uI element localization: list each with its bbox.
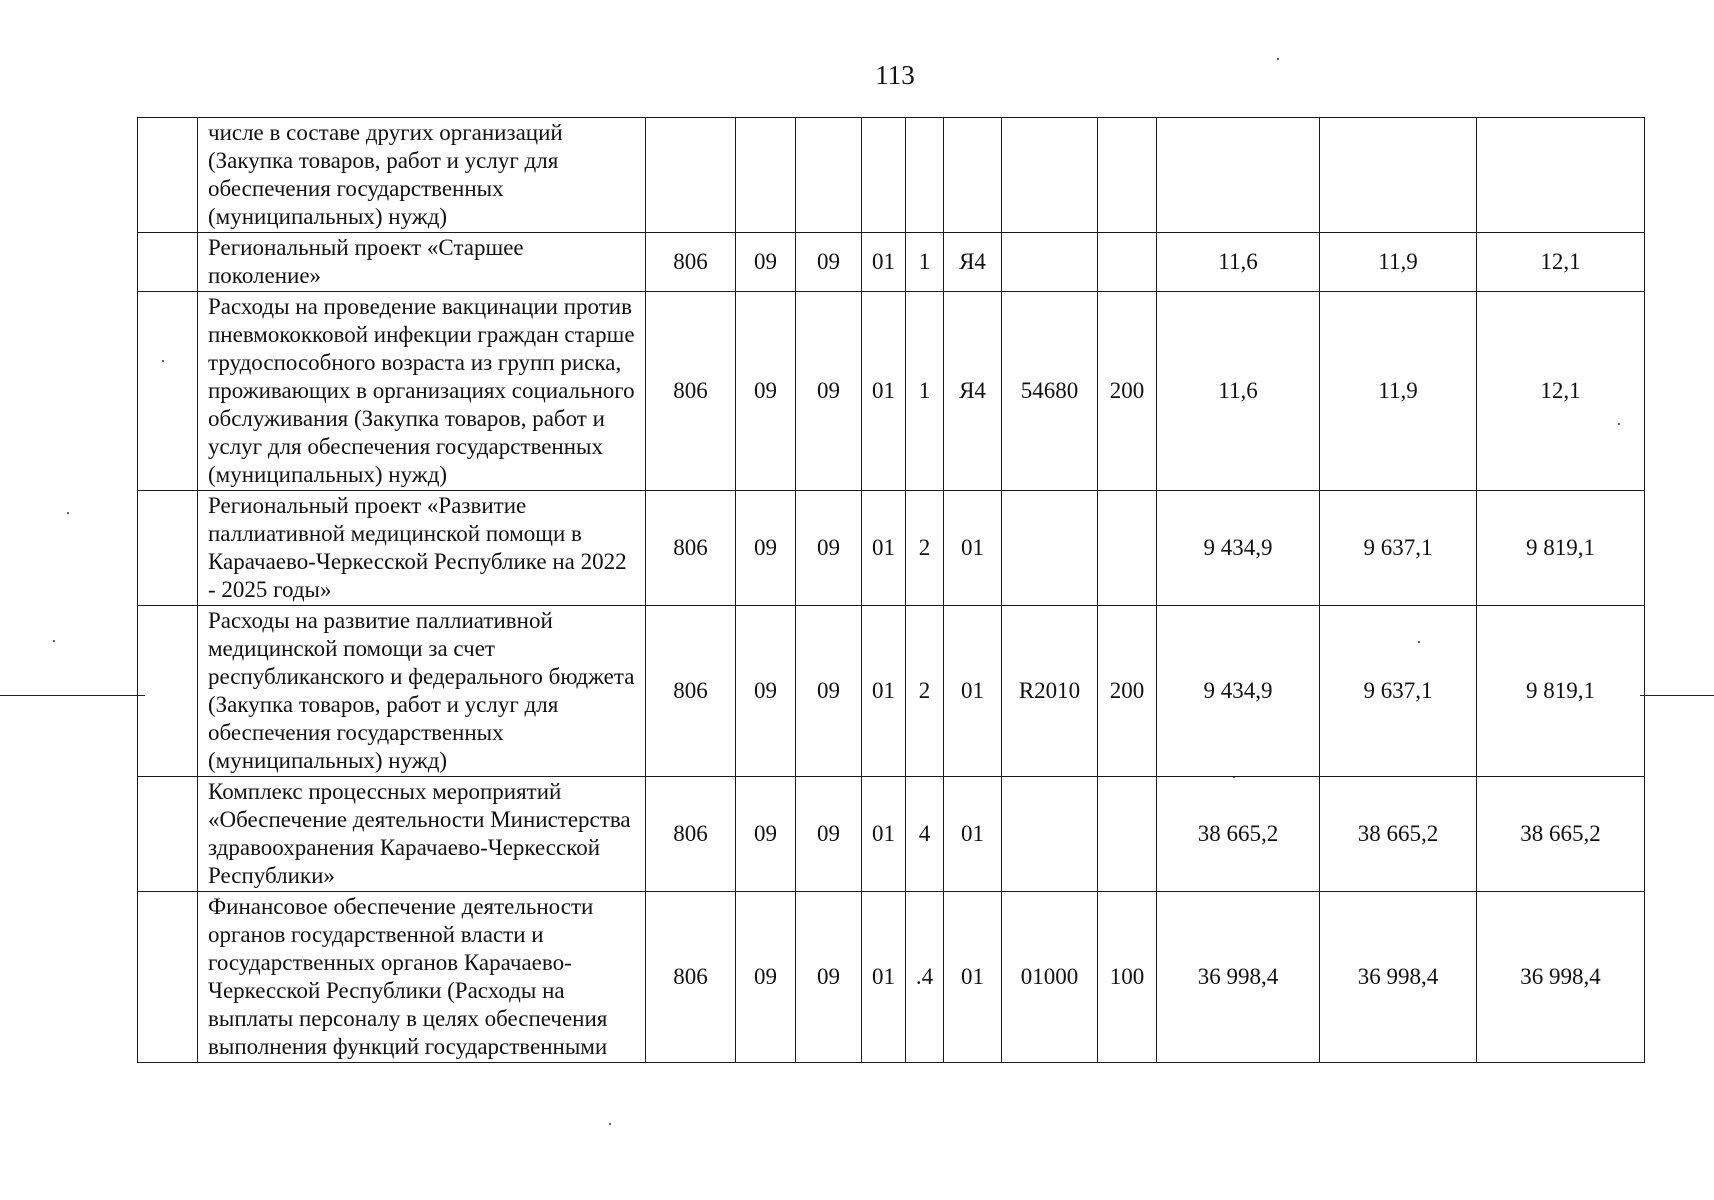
table-row — [138, 118, 1645, 233]
amount-year3-cell: 38 665,2 — [1477, 777, 1645, 892]
table-row — [138, 777, 1645, 892]
amount-year2-cell: 11,9 — [1320, 233, 1477, 292]
amount-year3-cell: 12,1 — [1477, 233, 1645, 292]
amount-year2-cell: 38 665,2 — [1320, 777, 1477, 892]
subsection-cell: 09 — [796, 892, 862, 1063]
grbs-cell — [646, 118, 736, 233]
amount-year3-cell — [1477, 118, 1645, 233]
program-cell: 01 — [862, 777, 906, 892]
scan-speck — [1277, 58, 1279, 60]
section-cell: 09 — [736, 777, 796, 892]
description-cell: Расходы на развитие паллиативной медицинской помощи за счет республиканского и федерального бюджета (Закупка товаров, работ и услуг для обеспечения государственных (муниципальных) нужд) — [198, 606, 646, 777]
project-cell: 01 — [944, 892, 1002, 1063]
table-row — [138, 892, 1645, 1063]
subsection-cell: 09 — [796, 292, 862, 491]
project-cell: 01 — [944, 606, 1002, 777]
amount-year2-cell: 11,9 — [1320, 292, 1477, 491]
table-row — [138, 233, 1645, 292]
subsection-cell: 09 — [796, 777, 862, 892]
row-number-cell — [138, 777, 198, 892]
direction-cell: 01000 — [1002, 892, 1098, 1063]
description-cell: Расходы на проведение вакцинации против пневмококковой инфекции граждан старше трудоспособного возраста из групп риска, проживающих в организациях социального обслуживания (Закупка товаров, работ и услуг для обеспечения государственных (муниципальных) нужд) — [198, 292, 646, 491]
amount-year2-cell: 9 637,1 — [1320, 491, 1477, 606]
row-number-cell — [138, 233, 198, 292]
subprogram-cell: 4 — [906, 777, 944, 892]
amount-year1-cell: 9 434,9 — [1157, 491, 1320, 606]
expense-type-cell — [1098, 118, 1157, 233]
scan-speck — [67, 512, 69, 514]
amount-year2-cell — [1320, 118, 1477, 233]
program-cell: 01 — [862, 233, 906, 292]
table-row — [138, 292, 1645, 491]
expense-type-cell — [1098, 491, 1157, 606]
grbs-cell: 806 — [646, 777, 736, 892]
amount-year1-cell — [1157, 118, 1320, 233]
program-cell: 01 — [862, 491, 906, 606]
amount-year1-cell: 38 665,2 — [1157, 777, 1320, 892]
direction-cell — [1002, 777, 1098, 892]
amount-year1-cell: 9 434,9 — [1157, 606, 1320, 777]
scan-speck — [53, 640, 55, 642]
expense-type-cell: 200 — [1098, 292, 1157, 491]
amount-year2-cell: 9 637,1 — [1320, 606, 1477, 777]
subprogram-cell: .4 — [906, 892, 944, 1063]
subprogram-cell: 2 — [906, 491, 944, 606]
subprogram-cell: 1 — [906, 292, 944, 491]
direction-cell — [1002, 491, 1098, 606]
amount-year2-cell: 36 998,4 — [1320, 892, 1477, 1063]
project-cell: Я4 — [944, 292, 1002, 491]
table-row — [138, 606, 1645, 777]
scan-speck — [609, 1123, 611, 1125]
expense-type-cell — [1098, 777, 1157, 892]
amount-year3-cell: 36 998,4 — [1477, 892, 1645, 1063]
amount-year3-cell: 12,1 — [1477, 292, 1645, 491]
program-cell: 01 — [862, 292, 906, 491]
section-cell: 09 — [736, 292, 796, 491]
grbs-cell: 806 — [646, 292, 736, 491]
amount-year3-cell: 9 819,1 — [1477, 606, 1645, 777]
project-cell: Я4 — [944, 233, 1002, 292]
amount-year1-cell: 11,6 — [1157, 292, 1320, 491]
row-number-cell — [138, 491, 198, 606]
section-cell: 09 — [736, 892, 796, 1063]
subsection-cell: 09 — [796, 606, 862, 777]
table-row — [138, 491, 1645, 606]
expense-type-cell: 100 — [1098, 892, 1157, 1063]
direction-cell: R2010 — [1002, 606, 1098, 777]
row-number-cell — [138, 606, 198, 777]
direction-cell: 54680 — [1002, 292, 1098, 491]
amount-year3-cell: 9 819,1 — [1477, 491, 1645, 606]
project-cell: 01 — [944, 777, 1002, 892]
amount-year1-cell: 36 998,4 — [1157, 892, 1320, 1063]
page-number: 113 — [875, 60, 915, 90]
program-cell — [862, 118, 906, 233]
project-cell: 01 — [944, 491, 1002, 606]
subprogram-cell: 2 — [906, 606, 944, 777]
program-cell: 01 — [862, 606, 906, 777]
scan-fold-line-right — [1640, 695, 1714, 696]
direction-cell — [1002, 118, 1098, 233]
section-cell: 09 — [736, 233, 796, 292]
subsection-cell: 09 — [796, 491, 862, 606]
row-number-cell — [138, 118, 198, 233]
section-cell: 09 — [736, 491, 796, 606]
direction-cell — [1002, 233, 1098, 292]
subsection-cell: 09 — [796, 233, 862, 292]
project-cell — [944, 118, 1002, 233]
expense-type-cell — [1098, 233, 1157, 292]
section-cell: 09 — [736, 606, 796, 777]
section-cell — [736, 118, 796, 233]
grbs-cell: 806 — [646, 233, 736, 292]
grbs-cell: 806 — [646, 491, 736, 606]
subprogram-cell — [906, 118, 944, 233]
grbs-cell: 806 — [646, 606, 736, 777]
subsection-cell — [796, 118, 862, 233]
description-cell: числе в составе других организаций (Закупка товаров, работ и услуг для обеспечения государственных (муниципальных) нужд) — [198, 118, 646, 233]
description-cell: Региональный проект «Развитие паллиативной медицинской помощи в Карачаево-Черкесской Республике на 2022 - 2025 годы» — [198, 491, 646, 606]
program-cell: 01 — [862, 892, 906, 1063]
expense-type-cell: 200 — [1098, 606, 1157, 777]
description-cell: Комплекс процессных мероприятий «Обеспечение деятельности Министерства здравоохранения Карачаево-Черкесской Республики» — [198, 777, 646, 892]
description-cell: Региональный проект «Старшее поколение» — [198, 233, 646, 292]
scan-fold-line-left — [0, 695, 145, 696]
row-number-cell — [138, 892, 198, 1063]
amount-year1-cell: 11,6 — [1157, 233, 1320, 292]
description-cell: Финансовое обеспечение деятельности органов государственной власти и государственных органов Карачаево-Черкесской Республики (Расходы на выплаты персоналу в целях обеспечения выполнения функций государственными — [198, 892, 646, 1063]
row-number-cell — [138, 292, 198, 491]
grbs-cell: 806 — [646, 892, 736, 1063]
budget-table — [137, 117, 1645, 1063]
subprogram-cell: 1 — [906, 233, 944, 292]
